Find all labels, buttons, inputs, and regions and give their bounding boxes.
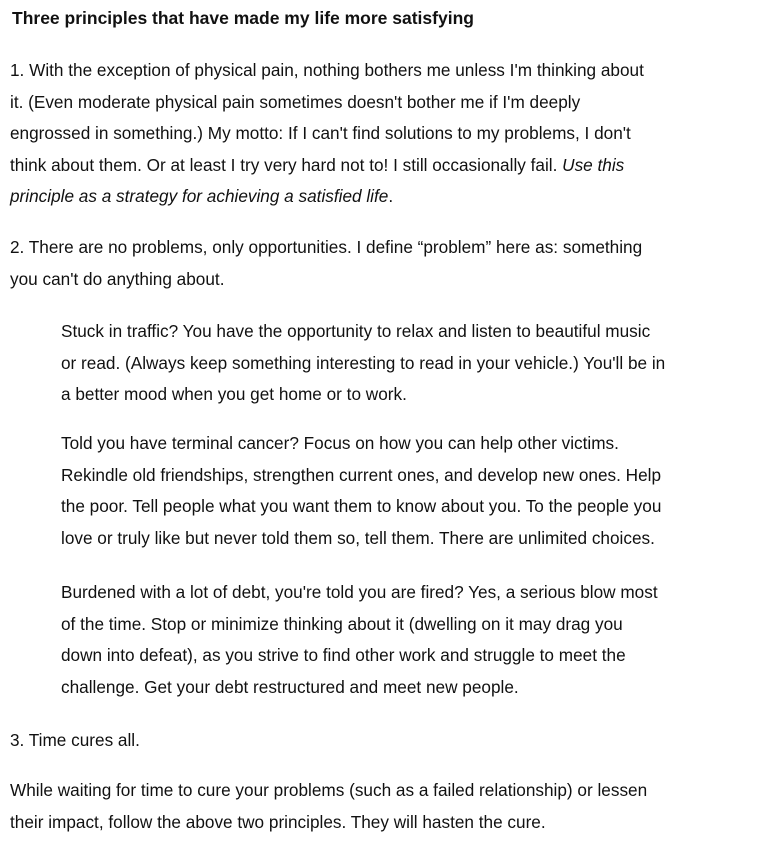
principle-1-line-3: engrossed in something.) My motto: If I can't find solutions to my problems, I don't bbox=[10, 123, 631, 143]
debt-example-line-2: of the time. Stop or minimize thinking about it (dwelling on it may drag you bbox=[61, 613, 623, 634]
principle-1-line-1: 1. With the exception of physical pain, nothing bothers me unless I'm thinking about bbox=[10, 60, 644, 80]
principle-1-line-4 bbox=[10, 150, 644, 182]
principle-1-period: . bbox=[388, 186, 394, 206]
principle-2-line-2: you can't do anything about. bbox=[10, 268, 225, 289]
principle-2-line-1: 2. There are no problems, only opportunities. I define “problem” here as: something bbox=[10, 237, 643, 257]
traffic-example-paragraph bbox=[61, 316, 665, 411]
traffic-example-line-2: or read. (Always keep something interesting to read in your vehicle.) You'll be in bbox=[61, 352, 666, 373]
principle-1-line-2: it. (Even moderate physical pain sometimes doesn't bother me if I'm deeply bbox=[10, 91, 581, 112]
principle-1-emphasis-start: Use this bbox=[562, 154, 625, 175]
cancer-example-paragraph bbox=[61, 428, 661, 554]
principle-1-emphasis-end: principle as a strategy for achieving a satisfied life bbox=[10, 186, 389, 206]
closing-line-1: While waiting for time to cure your problems (such as a failed relationship) or lessen bbox=[10, 780, 648, 800]
cancer-example-line-4: love or truly like but never told them so, tell them. There are unlimited choices. bbox=[61, 527, 655, 548]
principle-3-line-1: 3. Time cures all. bbox=[10, 730, 140, 750]
cancer-example-line-1: Told you have terminal cancer? Focus on how you can help other victims. bbox=[61, 433, 619, 453]
cancer-example-line-2: Rekindle old friendships, strengthen current ones, and develop new ones. Help bbox=[61, 464, 662, 485]
debt-example-line-4: challenge. Get your debt restructured and meet new people. bbox=[61, 676, 519, 697]
debt-example-line-1: Burdened with a lot of debt, you're told you are fired? Yes, a serious blow most bbox=[61, 582, 658, 602]
debt-example-paragraph bbox=[61, 577, 658, 703]
debt-example-line-3: down into defeat), as you strive to find other work and struggle to meet the bbox=[61, 645, 626, 665]
closing-line-2: their impact, follow the above two principles. They will hasten the cure. bbox=[10, 811, 546, 832]
cancer-example-line-3: the poor. Tell people what you want them to know about you. To the people you bbox=[61, 496, 662, 516]
traffic-example-line-3: a better mood when you get home or to work. bbox=[61, 384, 407, 404]
principle-3-paragraph bbox=[10, 725, 140, 757]
traffic-example-line-1: Stuck in traffic? You have the opportunity to relax and listen to beautiful music bbox=[61, 321, 651, 341]
principle-1-line-4-text: think about them. Or at least I try very hard not to! I still occasionally fail. bbox=[10, 154, 563, 175]
principle-1-paragraph bbox=[10, 55, 644, 213]
document-title: Three principles that have made my life more satisfying bbox=[12, 8, 474, 28]
principle-1-line-5 bbox=[10, 181, 644, 213]
closing-paragraph bbox=[10, 775, 647, 838]
principle-2-paragraph bbox=[10, 232, 642, 295]
